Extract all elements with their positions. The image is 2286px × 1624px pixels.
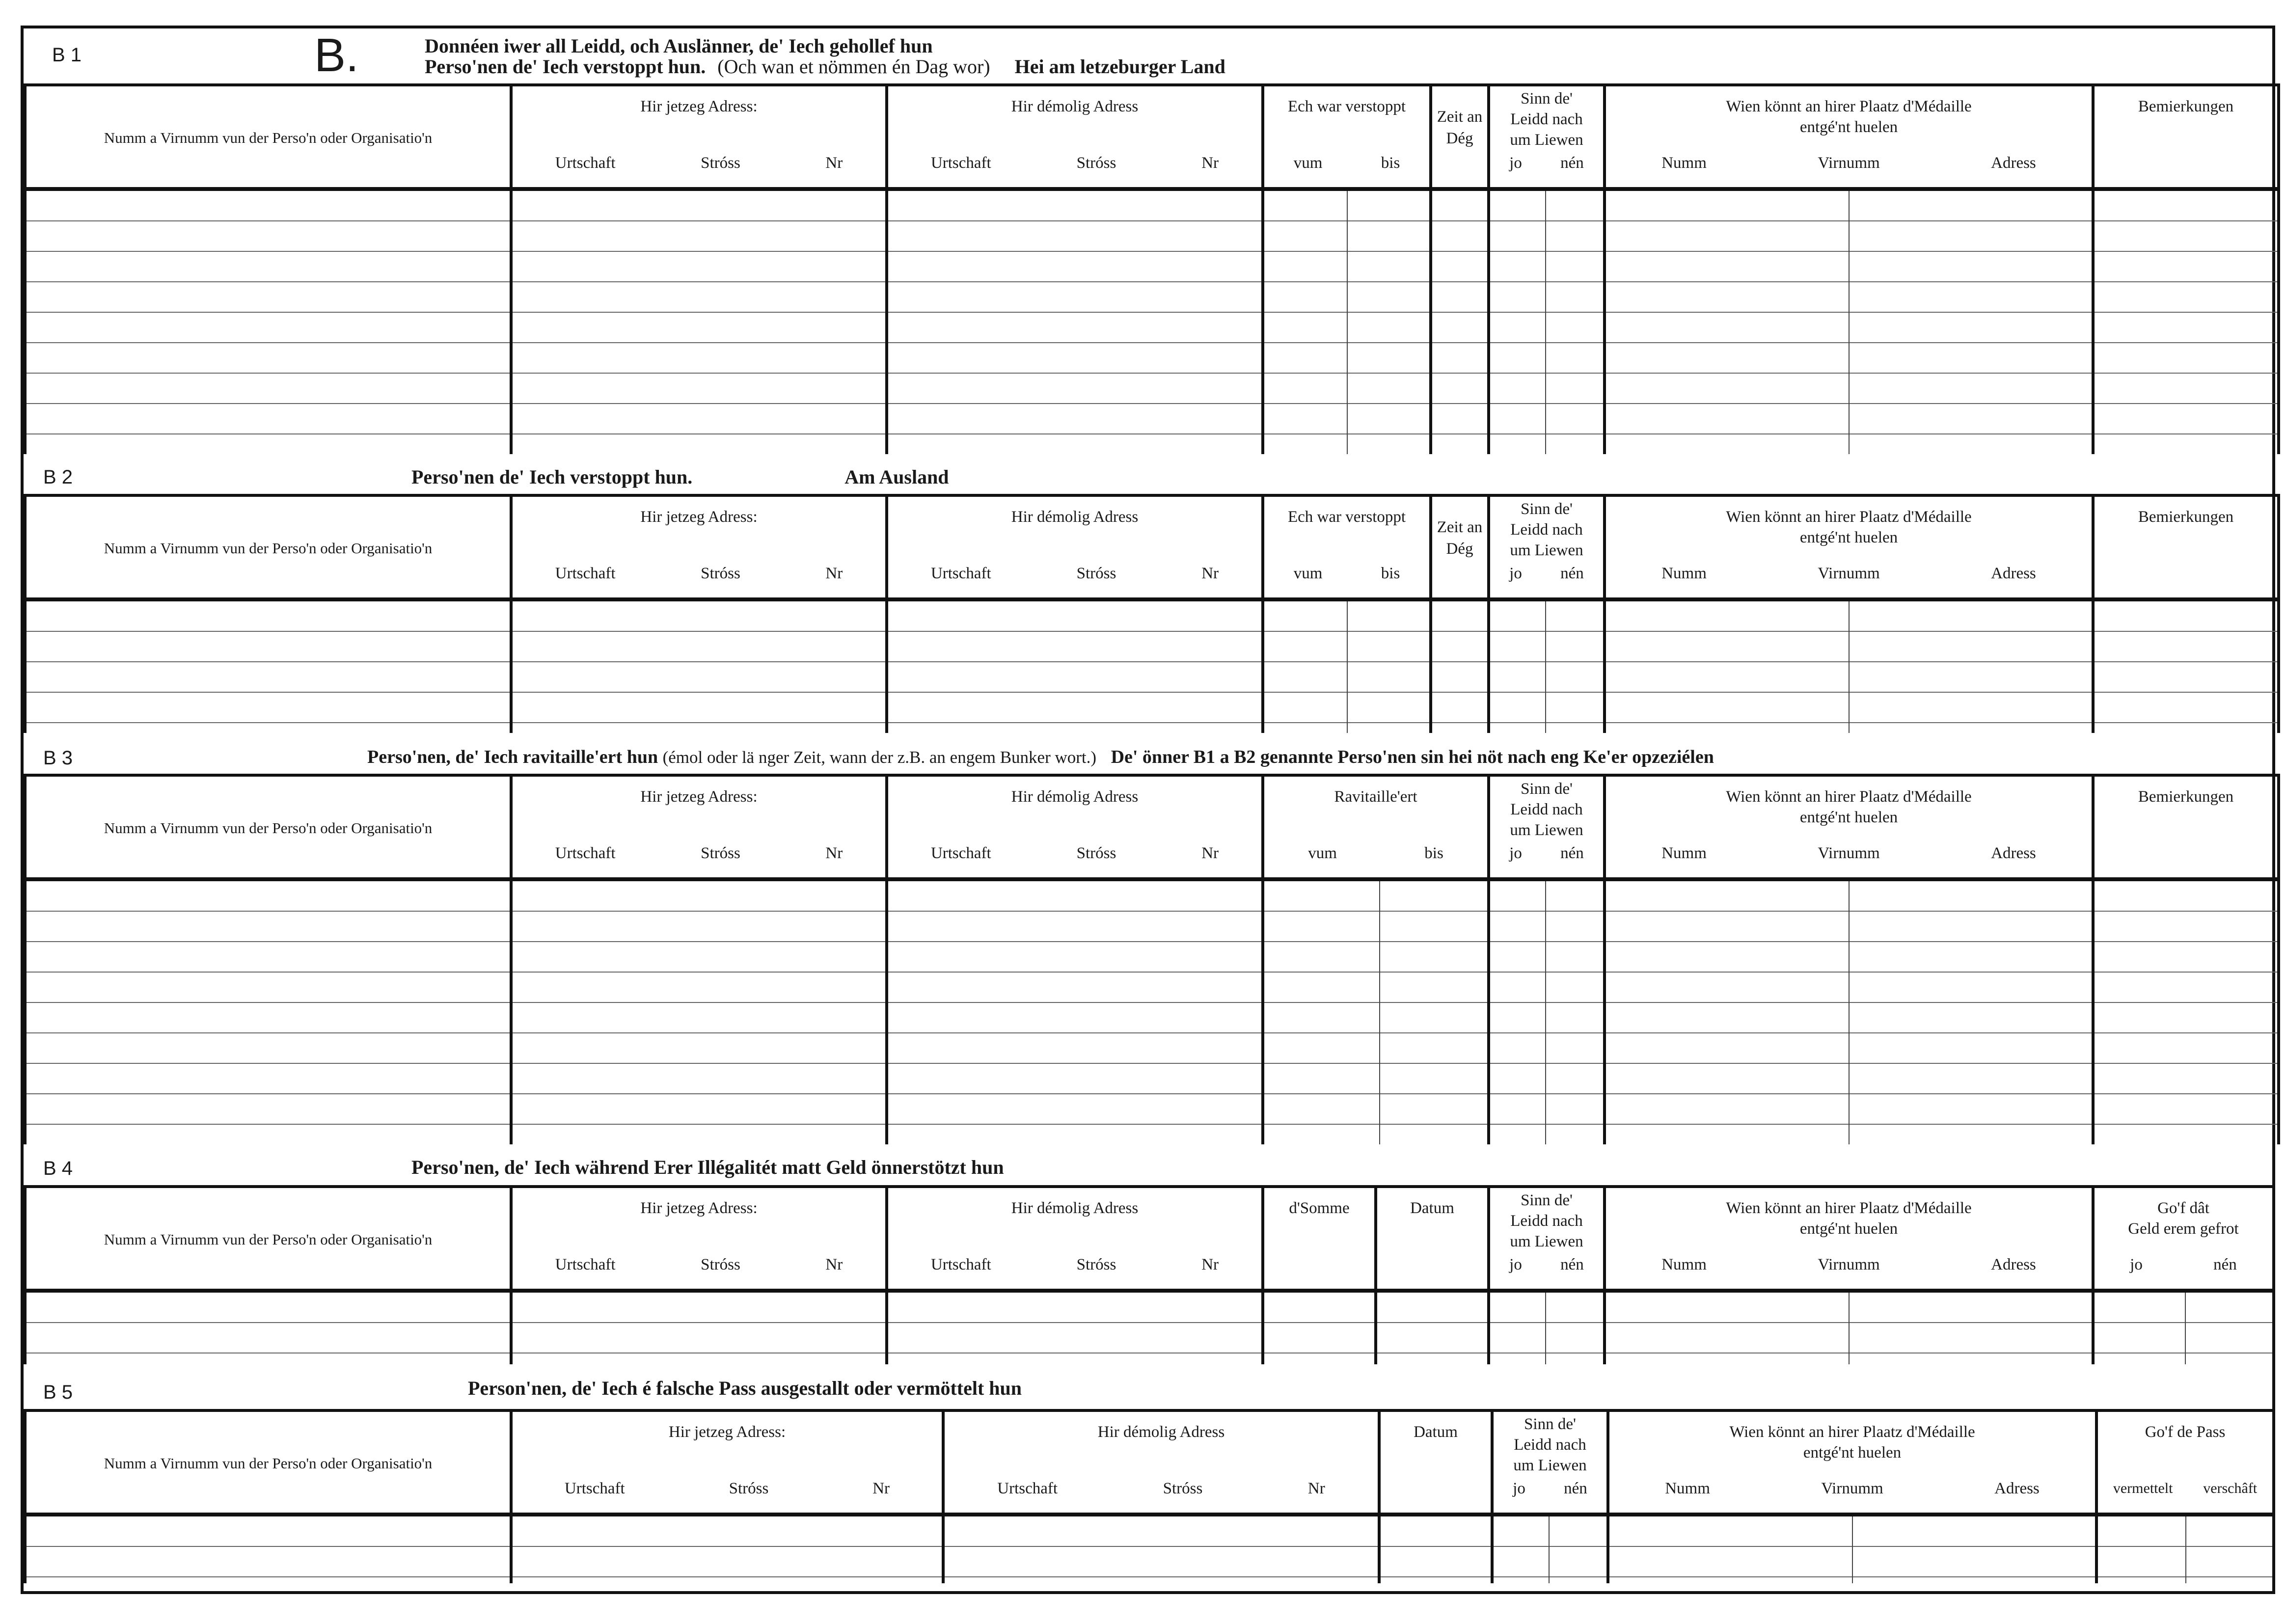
col-former-address: Hir démolig Adress Urtschaft Stróss Nr — [887, 495, 1263, 599]
col-name: Numm a Virnumm vun der Perso'n oder Organisatio'n — [25, 1410, 511, 1515]
section-code: B 2 — [43, 466, 73, 488]
section-b5 — [24, 1375, 2272, 1591]
name-entry-area[interactable] — [25, 1515, 511, 1583]
col-hidden: Ech war verstoppt vum bis — [1263, 85, 1431, 189]
former-address-entry-area[interactable] — [887, 599, 1263, 733]
col-medal: Wien könnt an hirer Plaatz d'Médaille entgé'nt huelen Numm Virnumm Adress — [1605, 85, 2093, 189]
col-money-back: Go'f dât Geld erem gefrot jo nén — [2093, 1187, 2274, 1291]
section-b1 — [24, 28, 2272, 460]
days-entry-area[interactable] — [1431, 189, 1489, 454]
remarks-entry-area[interactable] — [2093, 189, 2279, 454]
heading-line2-title: Perso'nen de' Iech verstoppt hun. — [425, 55, 706, 78]
col-name: Numm a Virnumm vun der Perso'n oder Organisatio'n — [25, 495, 511, 599]
date-entry-area[interactable] — [1379, 1515, 1492, 1583]
section-code: B 4 — [43, 1158, 73, 1179]
col-name: Numm a Virnumm vun der Perso'n oder Organisatio'n — [25, 85, 511, 189]
former-address-entry-area[interactable] — [887, 189, 1263, 454]
section-title: Perso'nen de' Iech verstoppt hun. — [411, 466, 693, 488]
form-letter: B. — [314, 29, 359, 81]
sum-entry-area[interactable] — [1263, 1291, 1376, 1364]
section-place: Am Ausland — [844, 466, 949, 488]
col-current-address: Hir jetzeg Adress: Urtschaft Stróss Nr — [511, 1187, 887, 1291]
current-address-entry-area[interactable] — [511, 189, 887, 454]
form-heading-line1: Donnéen iwer all Leidd, och Auslänner, de' Iech gehollef hun — [425, 35, 933, 57]
col-alive: Sinn de' Leidd nach um Liewen jo nén — [1489, 85, 1605, 189]
current-address-entry-area[interactable] — [511, 1515, 943, 1583]
col-medal: Wien könnt an hirer Plaatz d'Médaille entgé'nt huelen Numm Virnumm Adress — [1608, 1410, 2096, 1515]
former-address-entry-area[interactable] — [887, 879, 1263, 1144]
alive-entry-area[interactable] — [1492, 1515, 1608, 1583]
col-time-days: Zeit an Dég — [1431, 495, 1489, 599]
col-alive: Sinn de' Leidd nach um Liewen jo nén — [1489, 775, 1605, 879]
medal-entry-area[interactable] — [1605, 879, 2093, 1144]
former-address-entry-area[interactable] — [943, 1515, 1379, 1583]
col-name: Numm a Virnumm vun der Perso'n oder Organisatio'n — [25, 775, 511, 879]
col-date: Datum — [1376, 1187, 1489, 1291]
col-former-address: Hir démolig Adress Urtschaft Stróss Nr — [943, 1410, 1379, 1515]
alive-entry-area[interactable] — [1489, 1291, 1605, 1364]
heading-line2-note: (Och wan et nömmen én Dag wor) — [717, 55, 990, 78]
alive-entry-area[interactable] — [1489, 189, 1605, 454]
col-alive: Sinn de' Leidd nach um Liewen jo nén — [1489, 1187, 1605, 1291]
col-medal: Wien könnt an hirer Plaatz d'Médaille entgé'nt huelen Numm Virnumm Adress — [1605, 1187, 2093, 1291]
col-current-address: Hir jetzeg Adress: Urtschaft Stróss Nr — [511, 85, 887, 189]
col-alive: Sinn de' Leidd nach um Liewen jo nén — [1492, 1410, 1608, 1515]
hidden-dates-entry-area[interactable] — [1263, 599, 1431, 733]
section-title: Perso'nen, de' Iech ravitaille'ert hun — [367, 747, 658, 767]
section-note: (émol oder lä nger Zeit, wann der z.B. an engem Bunker wort.) — [662, 748, 1097, 767]
section-code: B 3 — [43, 747, 73, 769]
days-entry-area[interactable] — [1431, 599, 1489, 733]
medal-entry-area[interactable] — [1605, 1291, 2093, 1364]
col-supplied: Ravitaille'ert vum bis — [1263, 775, 1489, 879]
col-sum: d'Somme — [1263, 1187, 1376, 1291]
name-entry-area[interactable] — [25, 879, 511, 1144]
medal-entry-area[interactable] — [1605, 189, 2093, 454]
section-b2 — [24, 461, 2272, 736]
pass-entry-area[interactable] — [2096, 1515, 2274, 1583]
col-remarks: Bemierkungen — [2093, 85, 2279, 189]
col-hidden: Ech war verstoppt vum bis — [1263, 495, 1431, 599]
col-medal: Wien könnt an hirer Plaatz d'Médaille entgé'nt huelen Numm Virnumm Adress — [1605, 495, 2093, 599]
b3-table — [24, 774, 2280, 1144]
b1-table — [24, 83, 2280, 454]
name-entry-area[interactable] — [25, 599, 511, 733]
medal-entry-area[interactable] — [1608, 1515, 2096, 1583]
date-entry-area[interactable] — [1376, 1291, 1489, 1364]
section-b4 — [24, 1153, 2272, 1369]
col-former-address: Hir démolig Adress Urtschaft Stróss Nr — [887, 775, 1263, 879]
col-pass: Go'f de Pass vermettelt verschâft — [2096, 1410, 2274, 1515]
current-address-entry-area[interactable] — [511, 1291, 887, 1364]
section-code: B 5 — [43, 1381, 73, 1403]
b2-table — [24, 494, 2280, 733]
section-extra: De' önner B1 a B2 genannte Perso'nen sin hei nöt nach eng Ke'er opzeziélen — [1111, 747, 1714, 767]
name-entry-area[interactable] — [25, 189, 511, 454]
col-date: Datum — [1379, 1410, 1492, 1515]
current-address-entry-area[interactable] — [511, 599, 887, 733]
b4-table — [24, 1185, 2275, 1364]
remarks-entry-area[interactable] — [2093, 879, 2279, 1144]
col-remarks: Bemierkungen — [2093, 775, 2279, 879]
col-name: Numm a Virnumm vun der Perso'n oder Organisatio'n — [25, 1187, 511, 1291]
b5-table — [24, 1409, 2275, 1583]
section-title: Person'nen, de' Iech é falsche Pass ausgestallt oder vermöttelt hun — [468, 1377, 1022, 1399]
col-current-address: Hir jetzeg Adress: Urtschaft Stróss Nr — [511, 775, 887, 879]
money-back-entry-area[interactable] — [2093, 1291, 2274, 1364]
section-b3 — [24, 741, 2272, 1149]
heading-line2-place: Hei am letzeburger Land — [1014, 55, 1225, 78]
col-current-address: Hir jetzeg Adress: Urtschaft Stróss Nr — [511, 1410, 943, 1515]
col-medal: Wien könnt an hirer Plaatz d'Médaille entgé'nt huelen Numm Virnumm Adress — [1605, 775, 2093, 879]
section-code: B 1 — [52, 44, 82, 66]
remarks-entry-area[interactable] — [2093, 599, 2279, 733]
col-alive: Sinn de' Leidd nach um Liewen jo nén — [1489, 495, 1605, 599]
col-former-address: Hir démolig Adress Urtschaft Stróss Nr — [887, 1187, 1263, 1291]
hidden-dates-entry-area[interactable] — [1263, 189, 1431, 454]
section-title: Perso'nen, de' Iech während Erer Illégalitét matt Geld önnerstötzt hun — [411, 1156, 1004, 1178]
alive-entry-area[interactable] — [1489, 879, 1605, 1144]
current-address-entry-area[interactable] — [511, 879, 887, 1144]
col-remarks: Bemierkungen — [2093, 495, 2279, 599]
alive-entry-area[interactable] — [1489, 599, 1605, 733]
supplied-dates-entry-area[interactable] — [1263, 879, 1489, 1144]
former-address-entry-area[interactable] — [887, 1291, 1263, 1364]
medal-entry-area[interactable] — [1605, 599, 2093, 733]
name-entry-area[interactable] — [25, 1291, 511, 1364]
col-former-address: Hir démolig Adress Urtschaft Stróss Nr — [887, 85, 1263, 189]
col-current-address: Hir jetzeg Adress: Urtschaft Stróss Nr — [511, 495, 887, 599]
col-time-days: Zeit an Dég — [1431, 85, 1489, 189]
